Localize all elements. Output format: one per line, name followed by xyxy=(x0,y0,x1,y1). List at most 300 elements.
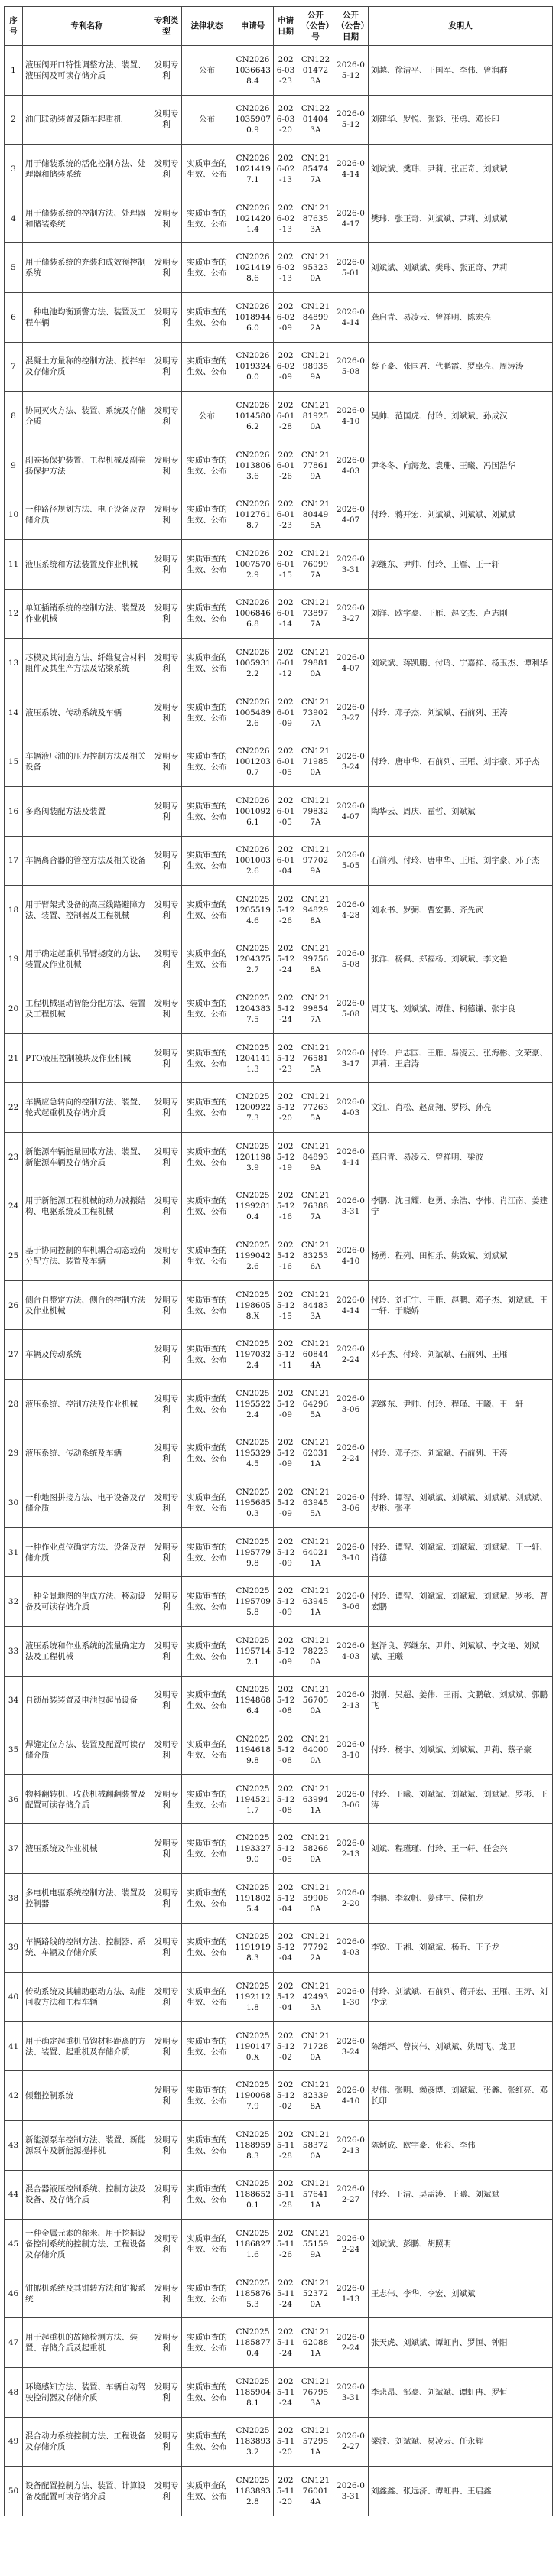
cell-patent-type: 发明专利 xyxy=(151,392,182,441)
header-type: 专利类型 xyxy=(151,7,182,46)
cell-application-number: CN202610127618.7 xyxy=(232,490,274,540)
cell-publication-date: 2026-04-17 xyxy=(333,194,369,243)
cell-legal-status: 实质审查的生效、公布 xyxy=(182,441,232,490)
cell-no: 43 xyxy=(5,2120,23,2170)
cell-application-date: 2026-01-04 xyxy=(274,836,298,886)
cell-patent-type: 发明专利 xyxy=(151,2170,182,2220)
cell-no: 6 xyxy=(5,292,23,342)
table-row xyxy=(5,194,553,243)
cell-publication-number: CN121844833A xyxy=(298,1280,333,1330)
cell-inventors: 李鹏、沈日耀、赵勇、余浩、李伟、肖江南、姜建宁 xyxy=(369,1182,553,1231)
cell-inventors: 张刚、吴超、姜伟、王雨、文鹏敏、刘斌斌、郭鹏飞 xyxy=(369,1676,553,1725)
cell-publication-number: CN121642965A xyxy=(298,1380,333,1429)
cell-application-number: CN202511858770.4 xyxy=(232,2318,274,2368)
cell-inventors: 刘斌斌、樊玮、尹莉、张正奇、刘斌斌 xyxy=(369,145,553,194)
cell-inventors: 刘洋、欧宇豪、王雁、赵文杰、卢志刚 xyxy=(369,589,553,639)
cell-application-date: 2025-12-26 xyxy=(274,886,298,935)
cell-publication-number: CN121977029A xyxy=(298,836,333,886)
cell-application-number: CN202610366438.4 xyxy=(232,46,274,96)
cell-patent-name: 用于确定起重机吊臂挠度的方法、装置及作业机械 xyxy=(23,935,151,984)
table-row xyxy=(5,1231,553,1281)
cell-publication-number: CN121948298A xyxy=(298,886,333,935)
cell-patent-type: 发明专利 xyxy=(151,1478,182,1528)
cell-application-number: CN202511900687.9 xyxy=(232,2071,274,2121)
cell-application-date: 2025-12-04 xyxy=(274,1973,298,2022)
cell-patent-type: 发明专利 xyxy=(151,46,182,96)
cell-application-number: CN202512009227.3 xyxy=(232,1083,274,1133)
cell-application-date: 2025-12-24 xyxy=(274,935,298,984)
cell-application-number: CN202610012030.7 xyxy=(232,737,274,787)
cell-patent-type: 发明专利 xyxy=(151,194,182,243)
cell-no: 7 xyxy=(5,342,23,392)
cell-application-number: CN202511990422.6 xyxy=(232,1231,274,1281)
cell-legal-status: 实质审查的生效、公布 xyxy=(182,984,232,1034)
cell-patent-name: 物料翻转机、收获机械翻翻装置及配置可读存储介质 xyxy=(23,1774,151,1824)
header-appno: 申请号 xyxy=(232,7,274,46)
cell-no: 30 xyxy=(5,1478,23,1528)
cell-application-number: CN202610054892.6 xyxy=(232,688,274,737)
cell-publication-number: CN121599060A xyxy=(298,1873,333,1923)
cell-application-number: CN202511921121.8 xyxy=(232,1973,274,2022)
cell-application-number: CN202512043752.7 xyxy=(232,935,274,984)
cell-application-number: CN202512041411.3 xyxy=(232,1033,274,1083)
cell-application-date: 2025-12-04 xyxy=(274,1923,298,1973)
cell-patent-name: 车辆离合器的管控方法及相关设备 xyxy=(23,836,151,886)
header-pubno: 公开（公告）号 xyxy=(298,7,333,46)
cell-application-number: CN202610193240.0 xyxy=(232,342,274,392)
cell-legal-status: 实质审查的生效、公布 xyxy=(182,1676,232,1725)
cell-publication-number: CN121798810A xyxy=(298,639,333,688)
table-row xyxy=(5,1774,553,1824)
cell-publication-date: 2026-04-28 xyxy=(333,886,369,935)
cell-application-date: 2025-12-09 xyxy=(274,1527,298,1577)
cell-publication-number: CN121719850A xyxy=(298,737,333,787)
cell-application-date: 2025-12-08 xyxy=(274,1676,298,1725)
cell-publication-number: CN121620881A xyxy=(298,2318,333,2368)
cell-application-number: CN202511918025.4 xyxy=(232,1873,274,1923)
cell-publication-number: CN121523720A xyxy=(298,2269,333,2318)
table-row xyxy=(5,1083,553,1133)
cell-patent-name: 设备配置控制方法、装置、计算设备及配置可读存储介质 xyxy=(23,2467,151,2516)
cell-no: 23 xyxy=(5,1133,23,1182)
table-row xyxy=(5,984,553,1034)
cell-patent-type: 发明专利 xyxy=(151,1725,182,1775)
cell-inventors: 付玲、唐申华、石前列、王雁、刘宇豪、邓子杰 xyxy=(369,737,553,787)
table-row xyxy=(5,1330,553,1380)
table-row xyxy=(5,490,553,540)
cell-application-number: CN202511886520.1 xyxy=(232,2170,274,2220)
cell-no: 28 xyxy=(5,1380,23,1429)
cell-no: 48 xyxy=(5,2367,23,2417)
cell-inventors: 邓子杰、付玲、刘斌斌、石前列、王雁 xyxy=(369,1330,553,1380)
cell-application-number: CN202610189446.0 xyxy=(232,292,274,342)
table-row xyxy=(5,342,553,392)
cell-no: 4 xyxy=(5,194,23,243)
table-row xyxy=(5,639,553,688)
cell-publication-number: CN121576411A xyxy=(298,2170,333,2220)
cell-legal-status: 实质审查的生效、公布 xyxy=(182,292,232,342)
cell-publication-number: CN121953230A xyxy=(298,243,333,293)
table-row xyxy=(5,2269,553,2318)
cell-application-number: CN202512043837.5 xyxy=(232,984,274,1034)
cell-publication-date: 2026-02-13 xyxy=(333,2120,369,2170)
cell-inventors: 李鹏、李叙帆、姜建宁、侯柏龙 xyxy=(369,1873,553,1923)
cell-legal-status: 实质审查的生效、公布 xyxy=(182,2269,232,2318)
cell-no: 3 xyxy=(5,145,23,194)
cell-inventors: 付玲、王曦、刘斌斌、刘斌斌、刘斌斌、罗彬、王涛 xyxy=(369,1774,553,1824)
cell-application-number: CN202511948686.4 xyxy=(232,1676,274,1725)
cell-publication-date: 2026-02-13 xyxy=(333,1824,369,1874)
cell-patent-type: 发明专利 xyxy=(151,1527,182,1577)
cell-no: 44 xyxy=(5,2170,23,2220)
cell-inventors: 杨勇、程列、田相乐、姚致斌、刘斌斌 xyxy=(369,1231,553,1281)
cell-application-date: 2026-03-20 xyxy=(274,95,298,145)
cell-legal-status: 实质审查的生效、公布 xyxy=(182,836,232,886)
cell-application-date: 2025-12-15 xyxy=(274,1280,298,1330)
cell-publication-number: CN121608444A xyxy=(298,1330,333,1380)
cell-application-date: 2025-11-24 xyxy=(274,2318,298,2368)
table-header-row xyxy=(5,7,553,46)
table-row xyxy=(5,1133,553,1182)
cell-patent-type: 发明专利 xyxy=(151,95,182,145)
cell-patent-type: 发明专利 xyxy=(151,145,182,194)
table-row xyxy=(5,2417,553,2467)
cell-application-date: 2025-12-23 xyxy=(274,1033,298,1083)
cell-inventors: 尹冬冬、向海龙、袁珊、王曦、冯国浩华 xyxy=(369,441,553,490)
cell-legal-status: 实质审查的生效、公布 xyxy=(182,1627,232,1677)
header-name: 专利名称 xyxy=(23,7,151,46)
cell-application-number: CN202511955222.4 xyxy=(232,1380,274,1429)
table-row xyxy=(5,1676,553,1725)
cell-application-date: 2026-02-09 xyxy=(274,292,298,342)
cell-legal-status: 实质审查的生效、公布 xyxy=(182,1231,232,1281)
cell-patent-name: 车辆应急转向的控制方法、装置、轮式起重机及存储介质 xyxy=(23,1083,151,1133)
cell-patent-type: 发明专利 xyxy=(151,1627,182,1677)
table-row xyxy=(5,1527,553,1577)
cell-publication-date: 2026-05-12 xyxy=(333,46,369,96)
cell-patent-type: 发明专利 xyxy=(151,786,182,836)
cell-patent-name: 液压系统和方法装置及作业机械 xyxy=(23,539,151,589)
cell-legal-status: 实质审查的生效、公布 xyxy=(182,1380,232,1429)
cell-patent-name: 基于协同控制的车机耦合动态载荷分配方法、装置及车辆 xyxy=(23,1231,151,1281)
cell-application-date: 2026-03-23 xyxy=(274,46,298,96)
cell-application-date: 2025-12-20 xyxy=(274,1083,298,1133)
cell-inventors: 刘斌斌、蒋凯鹏、付玲、宁嘉祥、杨玉杰、谭利华 xyxy=(369,639,553,688)
cell-inventors: 付玲、谭智、刘斌斌、刘斌斌、刘斌斌、王一轩、肖德 xyxy=(369,1527,553,1577)
cell-patent-type: 发明专利 xyxy=(151,441,182,490)
cell-application-number: CN202511946189.8 xyxy=(232,1725,274,1775)
cell-patent-type: 发明专利 xyxy=(151,1577,182,1627)
cell-publication-date: 2026-04-14 xyxy=(333,1133,369,1182)
cell-patent-type: 发明专利 xyxy=(151,1774,182,1824)
cell-inventors: 付玲、谭智、刘斌斌、刘斌斌、刘斌斌、刘斌斌、罗彬、张平 xyxy=(369,1478,553,1528)
cell-publication-number: CN121772635A xyxy=(298,1083,333,1133)
cell-patent-type: 发明专利 xyxy=(151,539,182,589)
cell-inventors: 付玲、王清、吴孟涛、王曦、刘斌斌 xyxy=(369,2170,553,2220)
cell-patent-type: 发明专利 xyxy=(151,243,182,293)
cell-publication-number: CN121819250A xyxy=(298,392,333,441)
cell-publication-date: 2026-03-06 xyxy=(333,1380,369,1429)
cell-legal-status: 实质审查的生效、公布 xyxy=(182,145,232,194)
cell-application-date: 2025-12-05 xyxy=(274,1824,298,1874)
cell-publication-date: 2026-04-14 xyxy=(333,1280,369,1330)
cell-patent-type: 发明专利 xyxy=(151,2071,182,2121)
cell-no: 29 xyxy=(5,1429,23,1478)
cell-patent-name: 工程机械驱动智能分配方法、装置及工程机械 xyxy=(23,984,151,1034)
cell-inventors: 刘建华、罗悦、张彩、张勇、邓长印 xyxy=(369,95,553,145)
cell-application-date: 2025-12-09 xyxy=(274,1627,298,1677)
cell-inventors: 刘斌斌、刘斌斌、樊玮、张正奇、尹莉 xyxy=(369,243,553,293)
cell-publication-date: 2026-03-31 xyxy=(333,1182,369,1231)
cell-inventors: 周艾飞、刘斌斌、谭佳、柯德谦、张宇良 xyxy=(369,984,553,1034)
cell-application-date: 2025-11-24 xyxy=(274,2269,298,2318)
cell-publication-date: 2026-04-03 xyxy=(333,1923,369,1973)
cell-publication-date: 2026-04-03 xyxy=(333,441,369,490)
cell-no: 31 xyxy=(5,1527,23,1577)
cell-publication-number: CN121717280A xyxy=(298,2021,333,2071)
cell-application-number: CN202610214201.4 xyxy=(232,194,274,243)
cell-publication-date: 2026-05-08 xyxy=(333,984,369,1034)
cell-patent-type: 发明专利 xyxy=(151,886,182,935)
table-row xyxy=(5,2318,553,2368)
cell-no: 13 xyxy=(5,639,23,688)
table-row xyxy=(5,1725,553,1775)
cell-inventors: 郭继东、尹帅、付玲、王雁、王一轩 xyxy=(369,539,553,589)
cell-patent-type: 发明专利 xyxy=(151,2120,182,2170)
cell-application-number: CN202610214197.1 xyxy=(232,145,274,194)
cell-application-date: 2025-12-08 xyxy=(274,1725,298,1775)
cell-publication-date: 2026-02-27 xyxy=(333,2417,369,2467)
cell-legal-status: 实质审查的生效、公布 xyxy=(182,194,232,243)
header-inventors: 发明人 xyxy=(369,7,553,46)
table-row xyxy=(5,46,553,96)
cell-publication-date: 2026-05-05 xyxy=(333,836,369,886)
cell-publication-number: CN121639451A xyxy=(298,1577,333,1627)
cell-application-number: CN202511933279.0 xyxy=(232,1824,274,1874)
cell-patent-name: 一种电池均衡预警方法、装置及工程车辆 xyxy=(23,292,151,342)
cell-application-number: CN202511858765.3 xyxy=(232,2269,274,2318)
cell-application-date: 2025-12-02 xyxy=(274,2071,298,2121)
cell-application-number: CN202610068466.8 xyxy=(232,589,274,639)
cell-inventors: 付玲、刘斌斌、石前列、蒋开宏、王雁、王涛、刘少龙 xyxy=(369,1973,553,2022)
table-row xyxy=(5,1873,553,1923)
header-no: 序号 xyxy=(5,7,23,46)
cell-publication-number: CN121640211A xyxy=(298,1527,333,1577)
cell-patent-name: 用于储装系统的控制方法、处理器和储装系统 xyxy=(23,194,151,243)
cell-application-number: CN202610010926.1 xyxy=(232,786,274,836)
cell-application-date: 2026-01-05 xyxy=(274,786,298,836)
cell-publication-number: CN121798327A xyxy=(298,786,333,836)
cell-patent-name: 车辆路线的控制方法、控制器、系统、车辆及存储介质 xyxy=(23,1923,151,1973)
cell-application-number: CN202511992810.4 xyxy=(232,1182,274,1231)
cell-publication-date: 2026-05-08 xyxy=(333,342,369,392)
patent-table xyxy=(4,6,553,2516)
table-body xyxy=(5,46,553,2516)
cell-patent-name: 一种作业点位确定方法、设备及存储介质 xyxy=(23,1527,151,1577)
cell-application-date: 2025-12-08 xyxy=(274,1774,298,1824)
cell-patent-name: 传动系统及其辅助驱动方法、动能回收方法和工程车辆 xyxy=(23,1973,151,2022)
cell-publication-number: CN121424933A xyxy=(298,1973,333,2022)
cell-publication-number: CN121848939A xyxy=(298,1133,333,1182)
cell-legal-status: 实质审查的生效、公布 xyxy=(182,1182,232,1231)
cell-application-date: 2026-01-05 xyxy=(274,737,298,787)
cell-application-date: 2025-12-19 xyxy=(274,1133,298,1182)
cell-legal-status: 实质审查的生效、公布 xyxy=(182,1527,232,1577)
cell-legal-status: 实质审查的生效、公布 xyxy=(182,1280,232,1330)
cell-publication-date: 2026-05-08 xyxy=(333,935,369,984)
table-row xyxy=(5,2467,553,2516)
cell-legal-status: 实质审查的生效、公布 xyxy=(182,886,232,935)
cell-publication-date: 2026-05-01 xyxy=(333,243,369,293)
cell-no: 11 xyxy=(5,539,23,589)
cell-application-number: CN202610359070.9 xyxy=(232,95,274,145)
cell-publication-date: 2026-02-24 xyxy=(333,1330,369,1380)
cell-application-date: 2025-11-28 xyxy=(274,2170,298,2220)
cell-publication-number: CN121832536A xyxy=(298,1231,333,1281)
cell-patent-name: 新能源车辆能量回收方法、装置、新能源车辆及存储介质 xyxy=(23,1133,151,1182)
cell-application-date: 2026-01-26 xyxy=(274,441,298,490)
cell-publication-number: CN121767953A xyxy=(298,2367,333,2417)
cell-publication-date: 2026-03-10 xyxy=(333,1725,369,1775)
table-row xyxy=(5,243,553,293)
cell-publication-date: 2026-04-07 xyxy=(333,490,369,540)
table-row xyxy=(5,1033,553,1083)
cell-patent-name: 一种金属元素的称米、用于挖掘设备控制系统的控制方法、工程设备及存储介质 xyxy=(23,2220,151,2269)
cell-patent-name: 一种全景地图的生成方法、移动设备及可读存储介质 xyxy=(23,1577,151,1627)
cell-patent-type: 发明专利 xyxy=(151,1330,182,1380)
cell-patent-type: 发明专利 xyxy=(151,1033,182,1083)
cell-inventors: 刘越、徐清平、王国军、李伟、曾润群 xyxy=(369,46,553,96)
cell-application-number: CN202511970322.4 xyxy=(232,1330,274,1380)
cell-legal-status: 实质审查的生效、公布 xyxy=(182,1923,232,1973)
cell-legal-status: 实质审查的生效、公布 xyxy=(182,2367,232,2417)
cell-application-date: 2026-01-09 xyxy=(274,688,298,737)
cell-patent-name: 用于起重机的故障检测方法、装置、存储介质及起重机 xyxy=(23,2318,151,2368)
cell-legal-status: 实质审查的生效、公布 xyxy=(182,1133,232,1182)
cell-publication-number: CN121620311A xyxy=(298,1429,333,1478)
cell-no: 36 xyxy=(5,1774,23,1824)
cell-application-date: 2026-01-14 xyxy=(274,589,298,639)
cell-patent-type: 发明专利 xyxy=(151,2318,182,2368)
cell-application-date: 2025-11-28 xyxy=(274,2120,298,2170)
cell-patent-type: 发明专利 xyxy=(151,2367,182,2417)
cell-legal-status: 实质审查的生效、公布 xyxy=(182,1873,232,1923)
table-row xyxy=(5,836,553,886)
cell-publication-number: CN121854747A xyxy=(298,145,333,194)
cell-patent-name: 环境感知方法、装置、车辆自动驾驶控制器及存储介质 xyxy=(23,2367,151,2417)
cell-application-date: 2025-12-09 xyxy=(274,1380,298,1429)
cell-application-number: CN202610138063.6 xyxy=(232,441,274,490)
cell-publication-number: CN121639941A xyxy=(298,1774,333,1824)
cell-inventors: 吴帅、范国虎、付玲、刘斌斌、孙成汉 xyxy=(369,392,553,441)
cell-application-date: 2025-11-26 xyxy=(274,2220,298,2269)
cell-inventors: 付玲、刘汇宁、王雁、赵鹏、邓子杰、刘斌斌、王一轩、于晓娇 xyxy=(369,1280,553,1330)
cell-publication-number: CN121823398A xyxy=(298,2071,333,2121)
cell-inventors: 张洋、杨佩、郑福杨、刘斌斌、李文艳 xyxy=(369,935,553,984)
cell-inventors: 付玲、谭智、刘斌斌、刘斌斌、刘斌斌、罗彬、曹宏鹏 xyxy=(369,1577,553,1627)
cell-legal-status: 实质审查的生效、公布 xyxy=(182,688,232,737)
cell-legal-status: 实质审查的生效、公布 xyxy=(182,539,232,589)
header-pubdate: 公开（公告）日期 xyxy=(333,7,369,46)
cell-no: 50 xyxy=(5,2467,23,2516)
cell-publication-number: CN121778619A xyxy=(298,441,333,490)
table-row xyxy=(5,935,553,984)
cell-patent-type: 发明专利 xyxy=(151,639,182,688)
cell-inventors: 刘斌、程瑾瑾、付玲、王一轩、任会兴 xyxy=(369,1824,553,1874)
cell-no: 40 xyxy=(5,1973,23,2022)
cell-publication-number: CN121876353A xyxy=(298,194,333,243)
cell-application-date: 2026-01-12 xyxy=(274,639,298,688)
cell-application-date: 2026-02-09 xyxy=(274,342,298,392)
cell-publication-date: 2026-03-06 xyxy=(333,1478,369,1528)
cell-no: 19 xyxy=(5,935,23,984)
cell-legal-status: 实质审查的生效、公布 xyxy=(182,243,232,293)
cell-no: 8 xyxy=(5,392,23,441)
cell-application-number: CN202511957799.8 xyxy=(232,1527,274,1577)
cell-legal-status: 实质审查的生效、公布 xyxy=(182,1083,232,1133)
cell-inventors: 赵泽良、郭继东、尹帅、刘斌斌、李文艳、刘斌斌、王曦 xyxy=(369,1627,553,1677)
cell-patent-name: 协同灭火方法、装置、系统及存储介质 xyxy=(23,392,151,441)
cell-publication-date: 2026-04-03 xyxy=(333,1083,369,1133)
cell-publication-date: 2026-03-27 xyxy=(333,688,369,737)
cell-patent-name: 钳搬机系统及其钳转方法和钳搬系统 xyxy=(23,2269,151,2318)
cell-publication-number: CN121583720A xyxy=(298,2120,333,2170)
cell-legal-status: 实质审查的生效、公布 xyxy=(182,639,232,688)
cell-no: 33 xyxy=(5,1627,23,1677)
cell-no: 15 xyxy=(5,737,23,787)
cell-no: 47 xyxy=(5,2318,23,2368)
table-row xyxy=(5,1280,553,1330)
cell-application-date: 2025-11-20 xyxy=(274,2467,298,2516)
cell-publication-number: CN121639455A xyxy=(298,1478,333,1528)
cell-inventors: 梁波、刘斌斌、易凌云、任永辉 xyxy=(369,2417,553,2467)
cell-publication-date: 2026-04-10 xyxy=(333,1231,369,1281)
cell-legal-status: 实质审查的生效、公布 xyxy=(182,1774,232,1824)
cell-inventors: 李悲昂、邹豪、刘斌斌、谭虹冉、罗恒 xyxy=(369,2367,553,2417)
cell-application-number: CN202610075702.9 xyxy=(232,539,274,589)
cell-legal-status: 实质审查的生效、公布 xyxy=(182,786,232,836)
cell-inventors: 刘鑫鑫、张远济、谭虹冉、王启鑫 xyxy=(369,2467,553,2516)
cell-patent-name: 用于储装系统的充装和成效预控制系统 xyxy=(23,243,151,293)
cell-publication-date: 2026-03-31 xyxy=(333,2467,369,2516)
cell-no: 45 xyxy=(5,2220,23,2269)
cell-publication-number: CN121582660A xyxy=(298,1824,333,1874)
cell-publication-date: 2026-04-14 xyxy=(333,292,369,342)
header-status: 法律状态 xyxy=(182,7,232,46)
cell-inventors: 付玲、户志国、王雁、易凌云、张海彬、文荣豪、尹莉、王启涛 xyxy=(369,1033,553,1083)
cell-inventors: 张天虎、刘斌斌、谭虹冉、罗恒、钟阳 xyxy=(369,2318,553,2368)
cell-patent-type: 发明专利 xyxy=(151,490,182,540)
cell-application-number: CN202511868271.6 xyxy=(232,2220,274,2269)
cell-patent-name: 倾翻控制系统 xyxy=(23,2071,151,2121)
table-row xyxy=(5,688,553,737)
cell-inventors: 罗伟、张明、赖彦博、刘斌斌、张鑫、张红亮、邓长印 xyxy=(369,2071,553,2121)
cell-publication-date: 2026-04-07 xyxy=(333,786,369,836)
cell-patent-name: 单缸插销系统的控制方法、装置及作业机械 xyxy=(23,589,151,639)
cell-legal-status: 公布 xyxy=(182,392,232,441)
cell-inventors: 付玲、杨宇、刘斌斌、刘斌斌、尹莉、蔡子豪 xyxy=(369,1725,553,1775)
cell-inventors: 龚启青、易凌云、曾祥明、陈宏亮 xyxy=(369,292,553,342)
cell-patent-name: 多电机电驱系统控制方法、装置及控制器 xyxy=(23,1873,151,1923)
cell-no: 18 xyxy=(5,886,23,935)
cell-publication-date: 2026-05-12 xyxy=(333,95,369,145)
cell-patent-name: 车辆及传动系统 xyxy=(23,1330,151,1380)
cell-publication-number: CN121765815A xyxy=(298,1033,333,1083)
cell-patent-type: 发明专利 xyxy=(151,935,182,984)
cell-patent-type: 发明专利 xyxy=(151,836,182,886)
table-row xyxy=(5,2120,553,2170)
cell-patent-name: 芯模及其制造方法、纤维复合材料阻件及其生产方法及钻梁系统 xyxy=(23,639,151,688)
